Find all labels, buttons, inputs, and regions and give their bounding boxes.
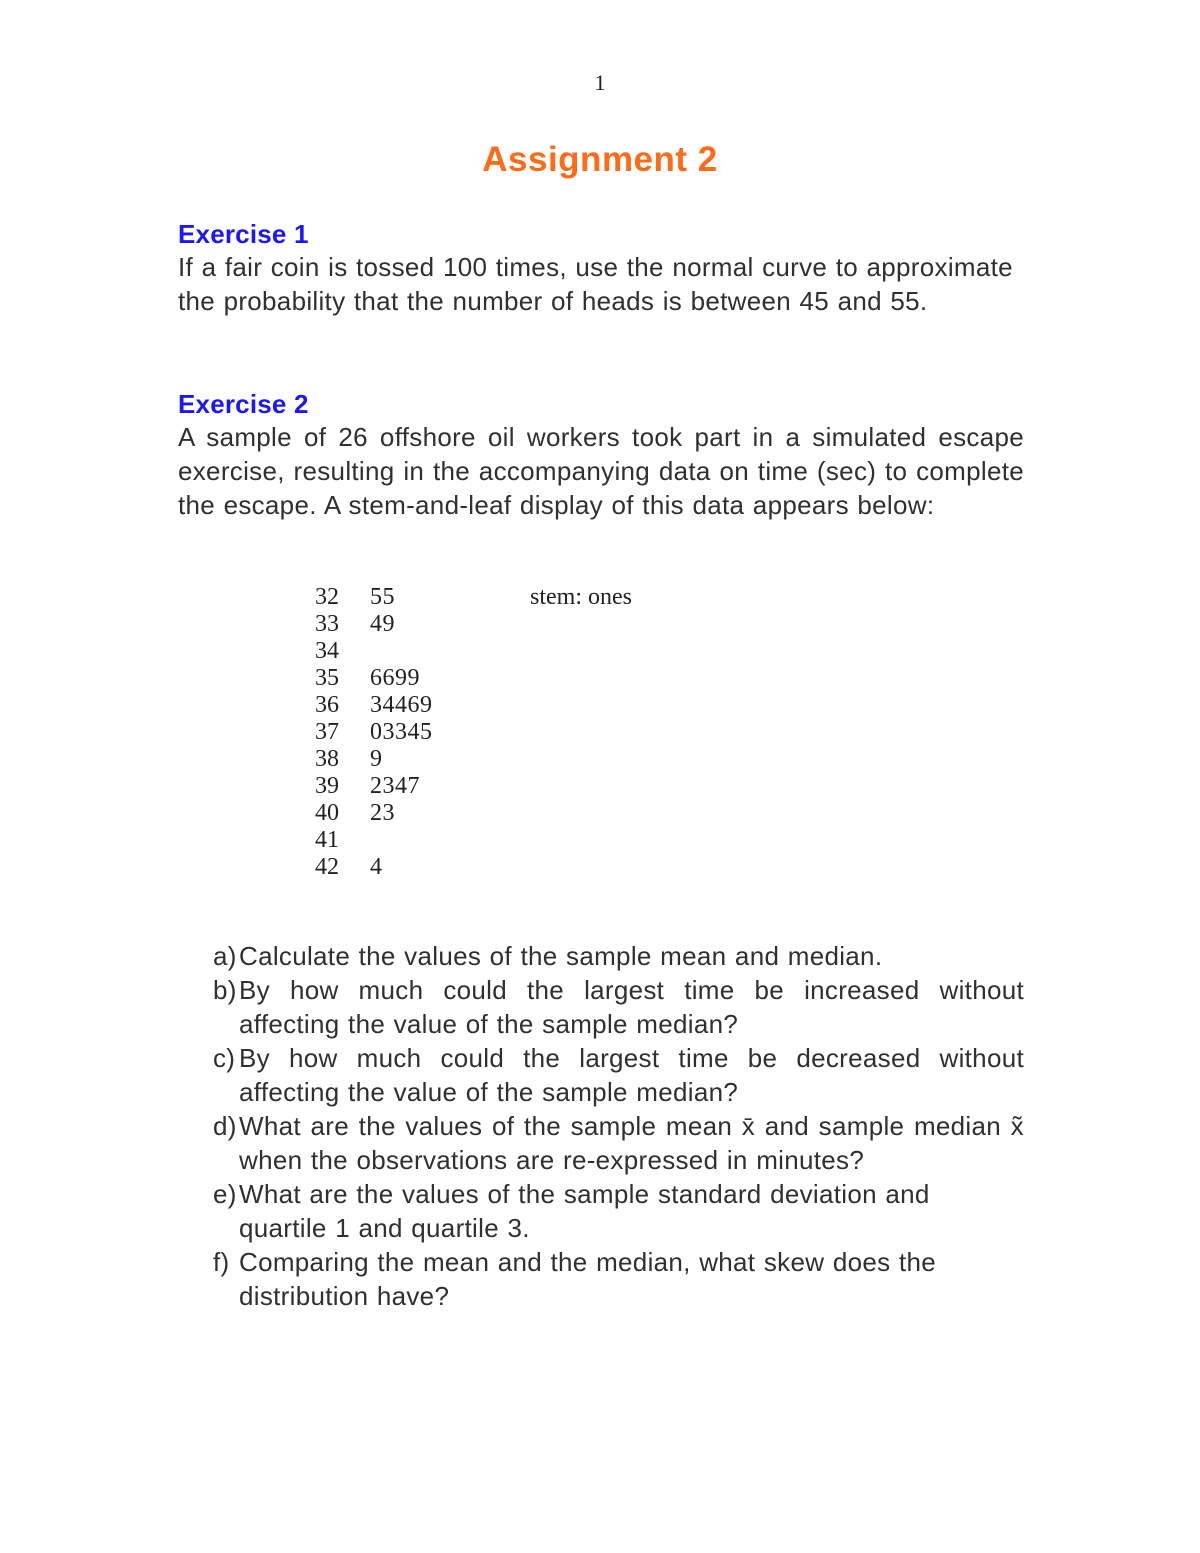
leaf-values: 49 xyxy=(370,611,395,637)
exercise-1-heading: Exercise 1 xyxy=(178,219,309,249)
stem-value: 35 xyxy=(315,665,339,691)
exercise-1-body: If a fair coin is tossed 100 times, use the normal curve to approximate the probability that the number of heads is between 45 and 55. xyxy=(178,252,1013,316)
stem-value: 33 xyxy=(315,611,339,637)
stem-leaf-row xyxy=(315,827,875,854)
stem-value: 34 xyxy=(315,638,339,664)
exercise-2-heading: Exercise 2 xyxy=(178,389,309,419)
stem-leaf-row xyxy=(315,692,875,719)
question-a xyxy=(213,939,1024,973)
question-d xyxy=(213,1109,1024,1177)
question-c-label: c) xyxy=(213,1043,236,1073)
question-f-label: f) xyxy=(213,1247,230,1277)
leaf-values: 2347 xyxy=(370,773,420,799)
stem-leaf-row xyxy=(315,746,875,773)
question-e xyxy=(213,1177,1024,1245)
stem-value: 38 xyxy=(315,746,339,772)
leaf-values: 23 xyxy=(370,800,395,826)
stem-value: 42 xyxy=(315,854,339,880)
leaf-values: 55 xyxy=(370,584,395,610)
exercise-2-section xyxy=(178,388,1024,522)
stem-leaf-row xyxy=(315,719,875,746)
leaf-values: 03345 xyxy=(370,719,433,745)
stem-value: 32 xyxy=(315,584,339,610)
question-b xyxy=(213,973,1024,1041)
question-a-label: a) xyxy=(213,941,237,971)
leaf-values: 4 xyxy=(370,854,383,880)
stem-value: 39 xyxy=(315,773,339,799)
stem-leaf-row xyxy=(315,665,875,692)
stem-leaf-row xyxy=(315,611,875,638)
leaf-values: 9 xyxy=(370,746,383,772)
question-d-label: d) xyxy=(213,1111,237,1141)
leaf-values: 34469 xyxy=(370,692,433,718)
question-b-label: b) xyxy=(213,975,237,1005)
question-list xyxy=(213,939,1024,1313)
stem-value: 36 xyxy=(315,692,339,718)
stem-leaf-row xyxy=(315,773,875,800)
exercise-1-section xyxy=(178,218,1024,318)
question-b-text: By how much could the largest time be increased without affecting the value of the sample median? xyxy=(239,975,1024,1039)
question-c-text: By how much could the largest time be decreased without affecting the value of the sample median? xyxy=(239,1043,1024,1107)
stem-value: 37 xyxy=(315,719,339,745)
question-f xyxy=(213,1245,1024,1313)
stem-value: 41 xyxy=(315,827,339,853)
question-c xyxy=(213,1041,1024,1109)
question-d-text: What are the values of the sample mean x̄ and sample median x̃ when the observations are re-expressed in minutes? xyxy=(239,1111,1024,1175)
question-a-text: Calculate the values of the sample mean and median. xyxy=(239,941,883,971)
stem-value: 40 xyxy=(315,800,339,826)
stem-units-note: stem: ones xyxy=(530,584,632,610)
stem-leaf-row xyxy=(315,800,875,827)
question-e-label: e) xyxy=(213,1179,237,1209)
page-number: 1 xyxy=(594,70,606,95)
question-e-text: What are the values of the sample standard deviation and quartile 1 and quartile 3. xyxy=(239,1179,930,1243)
assignment-title: Assignment 2 xyxy=(482,140,718,179)
stem-leaf-row xyxy=(315,638,875,665)
stem-leaf-row xyxy=(315,854,875,881)
stem-and-leaf-display xyxy=(315,584,875,881)
question-f-text: Comparing the mean and the median, what skew does the distribution have? xyxy=(239,1247,936,1311)
leaf-values: 6699 xyxy=(370,665,420,691)
exercise-2-body: A sample of 26 offshore oil workers took part in a simulated escape exercise, resulting in the accompanying data on time (sec) to complete the escape. A stem-and-leaf display of this data appears below: xyxy=(178,422,1024,520)
